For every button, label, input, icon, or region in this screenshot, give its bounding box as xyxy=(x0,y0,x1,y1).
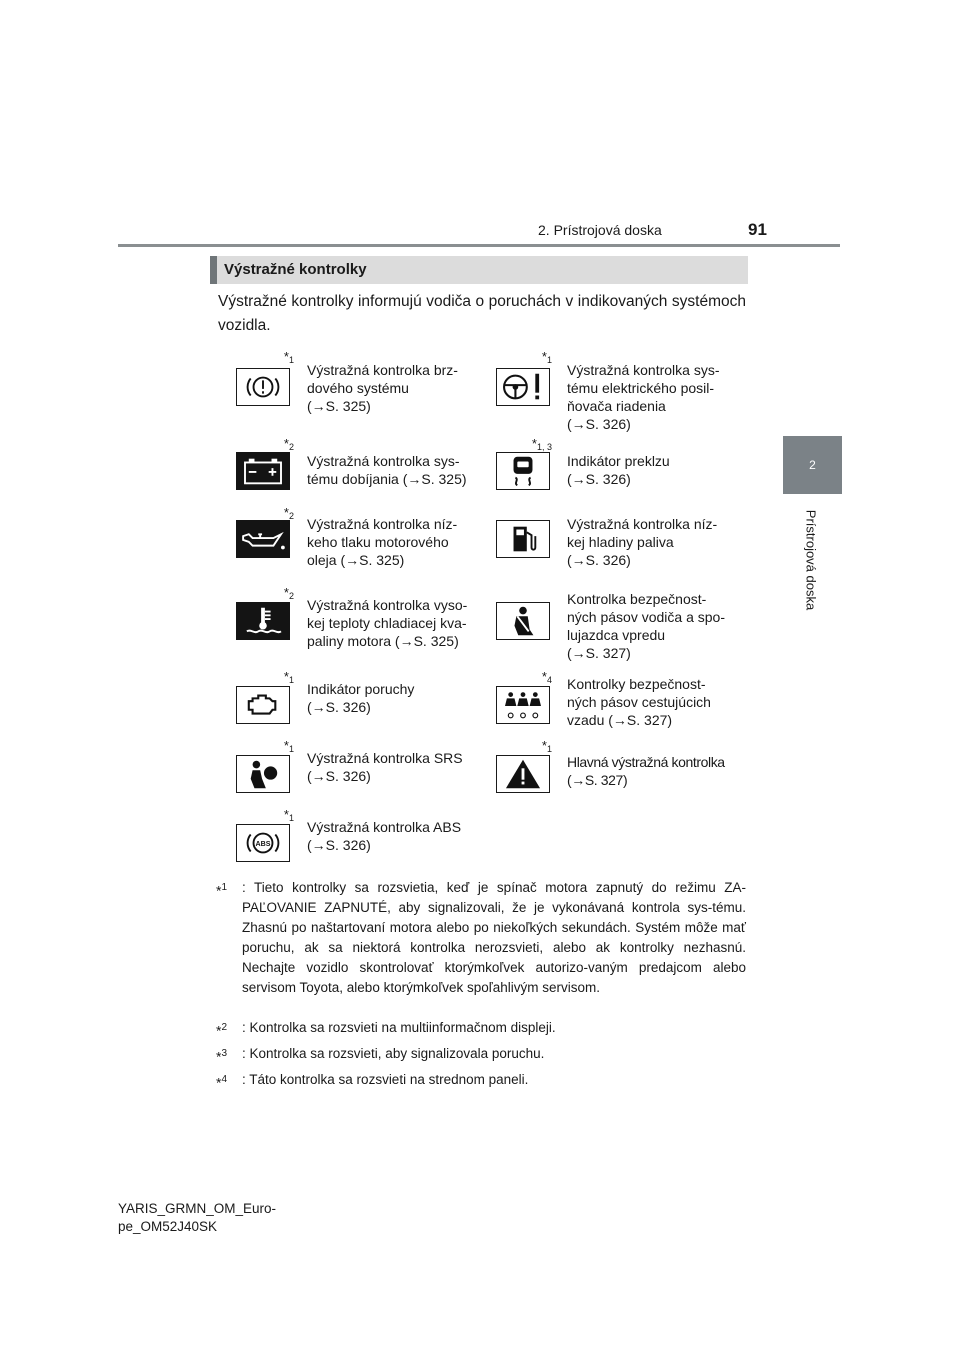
footnote-mark: $*_2$ xyxy=(283,505,294,521)
seatbelt-rear-icon xyxy=(496,686,550,724)
battery-charging-icon xyxy=(236,452,290,490)
power-steering-warning-icon xyxy=(496,368,550,406)
slip-indicator-text: Indikátor preklzu (→S. 326) xyxy=(567,453,670,487)
master-warning-icon xyxy=(496,755,550,793)
footnote-4-mark: *$^4$ xyxy=(216,1074,228,1091)
section-title: 2. Prístrojová doska xyxy=(538,222,662,238)
footnote-mark: $*_2$ xyxy=(283,436,294,452)
page-number: 91 xyxy=(748,220,767,239)
fuel-pump-icon xyxy=(496,520,550,558)
srs-warning-text: Výstražná kontrolka SRS (→S. 326) xyxy=(307,750,463,784)
master-warning-text: Hlavná výstražná kontrolka (→S. 327) xyxy=(567,754,725,788)
section-heading xyxy=(210,256,748,284)
charging-warning-text: Výstražná kontrolka sys- tému dobíjania (→S. 325) xyxy=(307,453,467,487)
fuel-warning-text: Výstražná kontrolka níz- kej hladiny paliva (→S. 326) xyxy=(567,516,718,568)
coolant-temperature-icon xyxy=(236,602,290,640)
power-steering-warning-text: Výstražná kontrolka sys- tému elektrického posil- ňovača riadenia (→S. 326) xyxy=(567,362,720,432)
footnote-2 xyxy=(216,1018,746,1038)
chapter-tab[interactable]: 2 xyxy=(783,436,842,494)
footnote-mark: $*_1$ xyxy=(283,738,294,754)
abs-warning-icon xyxy=(236,824,290,862)
svg-text:ABS: ABS xyxy=(255,839,271,848)
footnote-2-mark: *$^2$ xyxy=(216,1022,228,1039)
footnote-mark: $*_{1, 3}$ xyxy=(531,436,552,452)
footnote-1 xyxy=(216,878,746,998)
footnote-2-text: : Kontrolka sa rozsvieti na multiinformačnom displeji. xyxy=(242,1020,556,1035)
footnote-4-text: : Táto kontrolka sa rozsvieti na strednom paneli. xyxy=(242,1072,529,1087)
footnote-mark: $*_2$ xyxy=(283,585,294,601)
slip-indicator-icon xyxy=(496,452,550,490)
footnotes xyxy=(216,878,746,1118)
footnote-3-text: : Kontrolka sa rozsvieti, aby signalizovala poruchu. xyxy=(242,1046,545,1061)
footnote-mark: $*_1$ xyxy=(541,349,552,365)
check-engine-icon xyxy=(236,686,290,724)
footnote-1-text: : Tieto kontrolky sa rozsvietia, keď je spínač motora zapnutý do režimu ZA-PAĽOVANIE ZAPNUTÉ, aby signalizovali, že je vykonávaná kontrola sys-tému. Zhasnú po naštartovaní motora alebo po niekoľkých sekundách. Systém môže mať poruchu, ak sa niektorá kontrolka nerozsvieti, alebo ak kontrolky nezhasnú. Nechajte vozidlo skontrolovať ktorýmkoľvek autorizo-vaným predajcom alebo servisom Toyota, alebo ktorýmkoľvek spoľahlivým servisom. xyxy=(242,880,746,995)
footnote-3 xyxy=(216,1044,746,1064)
chapter-label-text: Prístrojová doska xyxy=(803,509,819,611)
abs-warning-text: Výstražná kontrolka ABS (→S. 326) xyxy=(307,819,462,853)
srs-airbag-icon xyxy=(236,755,290,793)
seatbelt-rear-text: Kontrolky bezpečnost- ných pásov cestujúcich vzadu (→S. 327) xyxy=(567,676,711,728)
oil-pressure-icon xyxy=(236,520,290,558)
footnote-1-mark: *$^1$ xyxy=(216,882,228,899)
document-code: YARIS_GRMN_OM_Euro- pe_OM52J40SK xyxy=(118,1201,277,1234)
heading-bar xyxy=(210,256,217,284)
footnote-mark: $*_1$ xyxy=(541,738,552,754)
intro-paragraph: Výstražné kontrolky informujú vodiča o poruchách v indikovaných systémoch vozidla. xyxy=(218,293,746,334)
coolant-warning-text: Výstražná kontrolka vyso- kej teploty chladiacej kva- paliny motora (→S. 325) xyxy=(307,597,468,649)
header-rule xyxy=(118,244,840,247)
footnote-4 xyxy=(216,1070,746,1090)
brake-warning-text: Výstražná kontrolka brz- dového systému (→S. 325) xyxy=(307,362,458,414)
brake-warning-icon xyxy=(236,368,290,406)
footnote-mark: $*_1$ xyxy=(283,807,294,823)
chapter-label xyxy=(781,500,841,620)
footnote-3-mark: *$^3$ xyxy=(216,1048,228,1065)
malfunction-indicator-text: Indikátor poruchy (→S. 326) xyxy=(307,681,415,715)
seatbelt-front-text: Kontrolka bezpečnost- ných pásov vodiča a spo- lujazdca vpredu (→S. 327) xyxy=(567,591,725,661)
oil-pressure-text: Výstražná kontrolka níz- keho tlaku motorového oleja (→S. 325) xyxy=(307,516,458,568)
seatbelt-front-icon xyxy=(496,602,550,640)
footnote-mark: $*_4$ xyxy=(541,669,552,685)
footnote-mark: $*_1$ xyxy=(283,349,294,365)
footnote-mark: $*_1$ xyxy=(283,669,294,685)
heading-text: Výstražné kontrolky xyxy=(224,261,367,278)
